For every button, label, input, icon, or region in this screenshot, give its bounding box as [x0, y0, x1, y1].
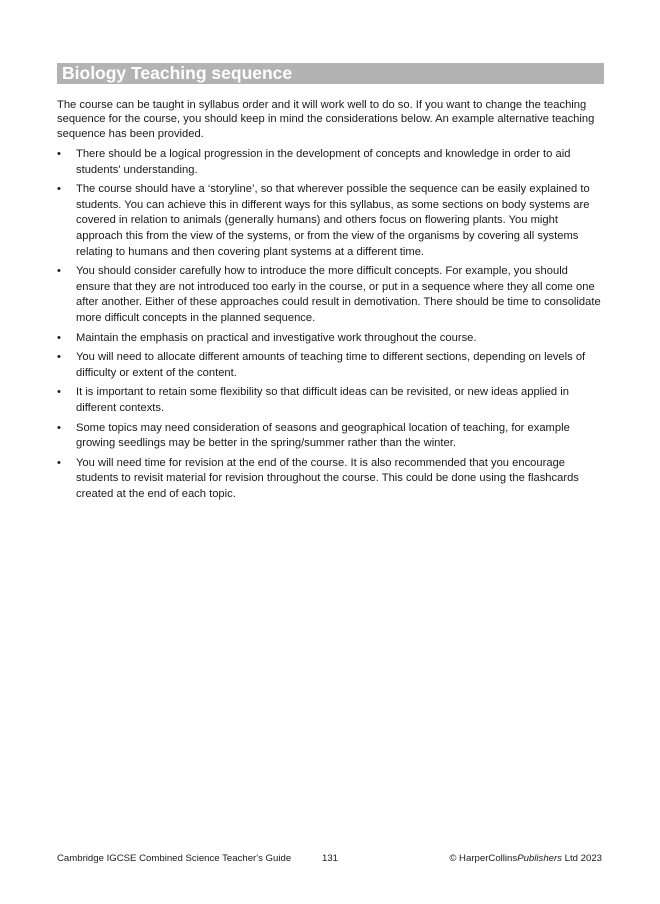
footer-book-title: Cambridge IGCSE Combined Science Teacher's Guide	[57, 853, 292, 864]
list-item	[57, 350, 602, 381]
list-item-text: The course should have a ‘storyline’, so that wherever possible the sequence can be easily explained to students. You can achieve this in different ways for this syllabus, as some sections on body systems are covered in relation to animals (generally humans) and others focus on flowering plants. You might approach this from the view of the systems, or from the view of the organisms by covering all systems relating to humans and then covering plant systems at a different time.	[76, 183, 590, 258]
list-item	[57, 331, 602, 347]
list-item	[57, 385, 602, 416]
list-item	[57, 421, 602, 452]
bullet-icon: •	[57, 265, 61, 278]
list-item	[57, 147, 602, 178]
bullet-icon: •	[57, 148, 61, 160]
list-item	[57, 182, 602, 260]
footer-copyright	[449, 852, 602, 866]
list-item-text: Some topics may need consideration of seasons and geographical location of teaching, for example growing seedlings may be better in the spring/summer rather than the winter.	[76, 421, 570, 450]
bullet-icon: •	[57, 351, 61, 364]
list-item-text: There should be a logical progression in the development of concepts and knowledge in order to aid students' understanding.	[76, 148, 571, 176]
bullet-icon: •	[57, 331, 61, 344]
page-footer	[57, 852, 602, 866]
bullet-icon: •	[57, 456, 61, 469]
list-item-text: You will need time for revision at the end of the course. It is also recommended that you encourage students to revisit material for revision throughout the course. This could be done using the flashcards created at the end of each topic.	[76, 456, 579, 500]
list-item-text: Maintain the emphasis on practical and investigative work throughout the course.	[76, 331, 477, 344]
copyright-italic: Publishers	[517, 853, 562, 864]
list-item-text: It is important to retain some flexibility so that difficult ideas can be revisited, or new ideas applied in different contexts.	[76, 386, 569, 414]
page-number: 131	[322, 853, 339, 864]
page-title: Biology Teaching sequence	[57, 63, 604, 84]
intro-paragraph: The course can be taught in syllabus order and it will work well to do so. If you want to change the teaching sequence for the course, you should keep in mind the considerations below. An example alternative teaching sequence has been provided.	[57, 99, 595, 140]
bullet-icon: •	[57, 183, 61, 196]
copyright-suffix: Ltd 2023	[561, 853, 602, 864]
list-item-text: You will need to allocate different amounts of teaching time to different sections, depending on levels of difficulty or extent of the content.	[76, 351, 586, 379]
list-item	[57, 264, 602, 326]
bullet-icon: •	[57, 386, 61, 399]
bullet-icon: •	[57, 421, 61, 434]
list-item-text: You should consider carefully how to introduce the more difficult concepts. For example, you should ensure that they are not introduced too early in the course, or put in a sequence where they all come one after another. Either of these approaches could result in demotivation. There should be time to consolidate more difficult concepts in the planned sequence.	[76, 265, 601, 324]
list-item	[57, 456, 602, 503]
considerations-list	[57, 147, 602, 506]
copyright-prefix: © HarperCollins	[449, 853, 518, 864]
